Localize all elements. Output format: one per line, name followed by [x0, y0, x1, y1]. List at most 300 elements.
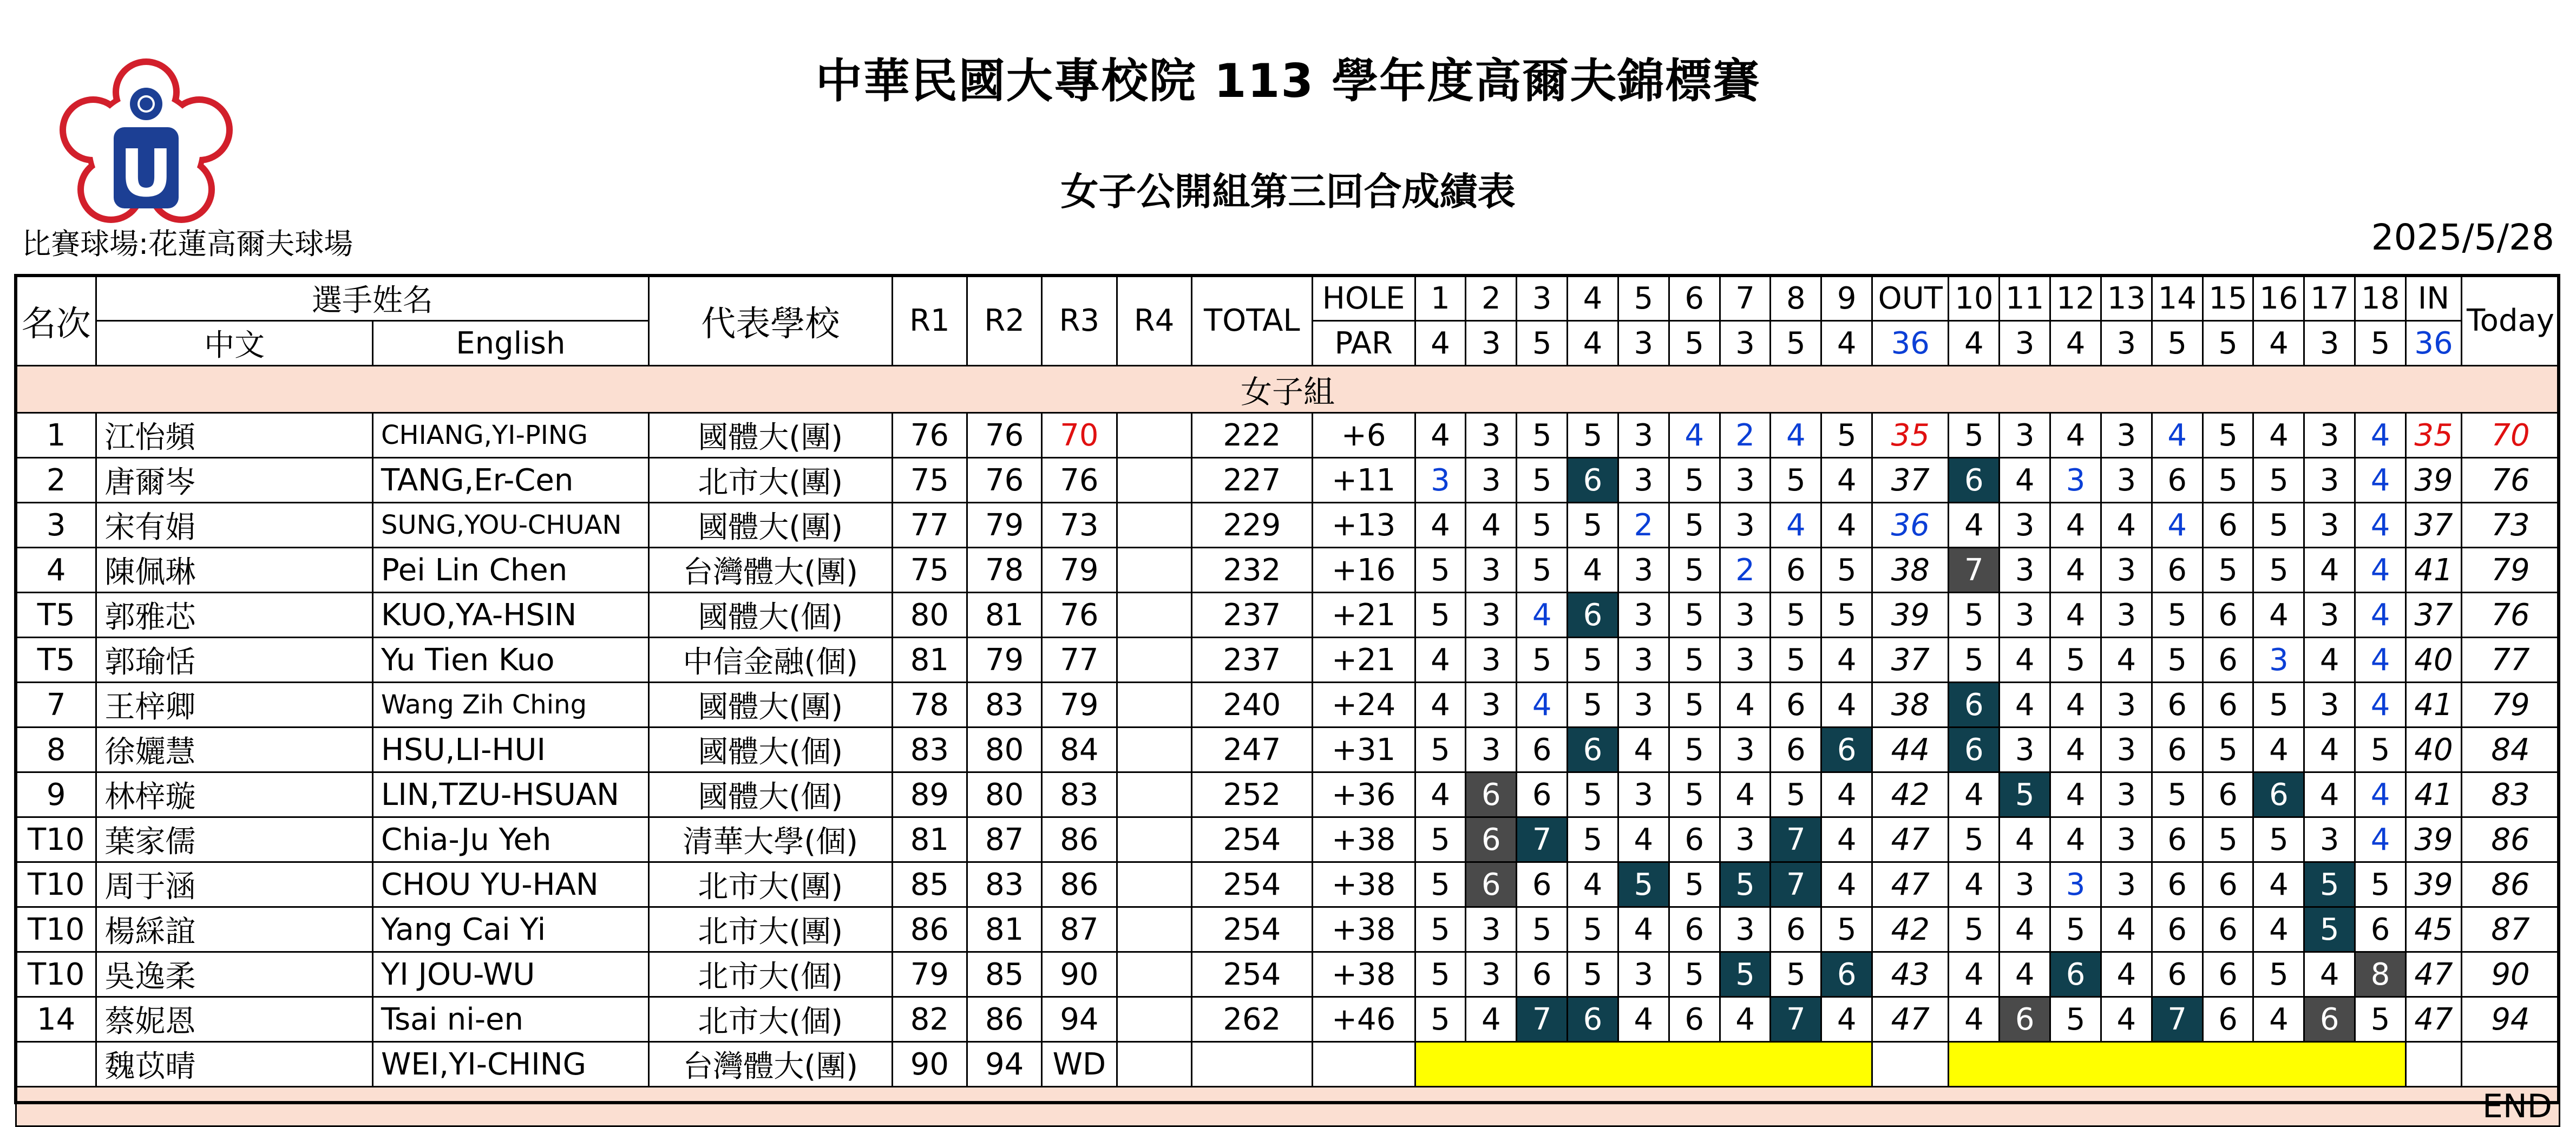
r2-score: 83: [967, 862, 1042, 907]
withdrawn-in-fill: [1949, 1042, 2406, 1087]
page-title: 中華民國大專校院 113 學年度高爾夫錦標賽: [815, 54, 1761, 108]
hole-score: 6: [2152, 862, 2203, 907]
r3-score: 83: [1042, 772, 1117, 817]
r4-score: [1117, 1042, 1191, 1087]
school-header: 代表學校: [648, 276, 892, 366]
hole-score: 3: [2304, 683, 2355, 728]
withdrawn-out-fill: [1415, 1042, 1872, 1087]
hole-score: 5: [1669, 728, 1720, 772]
hole-score: 3: [1466, 907, 1517, 952]
hole-score: 4: [2253, 907, 2304, 952]
hole-score: 3: [1618, 952, 1669, 997]
r3-score: 73: [1042, 503, 1117, 548]
hole-score: 6: [1771, 683, 1821, 728]
r1-score: 75: [892, 458, 967, 503]
school-cell: 國體大(團): [648, 413, 892, 458]
total-score: 262: [1191, 997, 1312, 1042]
hole-score: 5: [1720, 862, 1771, 907]
hole-header: HOLE: [1312, 276, 1415, 321]
r2-score: 79: [967, 503, 1042, 548]
par-value: 4: [1821, 321, 1872, 366]
r2-score: 81: [967, 907, 1042, 952]
hole-score: 4: [1821, 458, 1872, 503]
hole-score: 5: [1669, 683, 1720, 728]
out-total: 47: [1872, 817, 1949, 862]
school-cell: 北市大(個): [648, 997, 892, 1042]
today-score: 76: [2461, 593, 2559, 638]
hole-score: 5: [1771, 952, 1821, 997]
hole-score: 4: [2050, 593, 2101, 638]
in-total: 37: [2406, 593, 2462, 638]
player-name-en: WEI,YI-CHING: [373, 1042, 649, 1087]
hole-score: 4: [2050, 728, 2101, 772]
player-name-zh: 魏苡晴: [96, 1042, 373, 1087]
in-total: 40: [2406, 638, 2462, 683]
player-name-en: KUO,YA-HSIN: [373, 593, 649, 638]
player-name-en: TANG,Er-Cen: [373, 458, 649, 503]
hole-score: 4: [2050, 772, 2101, 817]
school-cell: 台灣體大(團): [648, 548, 892, 593]
player-name-zh: 王梓卿: [96, 683, 373, 728]
hole-score: 5: [1669, 593, 1720, 638]
hole-score: 5: [2304, 862, 2355, 907]
hole-score: 5: [2203, 413, 2253, 458]
hole-score: 5: [1568, 907, 1618, 952]
hole-number: 5: [1618, 276, 1669, 321]
hole-score: 5: [2203, 548, 2253, 593]
total-score: 254: [1191, 952, 1312, 997]
hole-score: 4: [1618, 997, 1669, 1042]
hole-score: 6: [2203, 503, 2253, 548]
player-name-en: Chia-Ju Yeh: [373, 817, 649, 862]
total-score: 237: [1191, 638, 1312, 683]
total-score: 222: [1191, 413, 1312, 458]
hole-score: 3: [1466, 728, 1517, 772]
hole-score: 5: [1517, 548, 1568, 593]
hole-score: 3: [1618, 772, 1669, 817]
hole-score: 5: [1669, 548, 1720, 593]
hole-score: 6: [2203, 907, 2253, 952]
scoreboard-table: [15, 275, 2560, 1127]
hole-number: 12: [2050, 276, 2101, 321]
hole-score: 5: [2304, 907, 2355, 952]
out-total: 37: [1872, 638, 1949, 683]
rank-cell: 2: [16, 458, 96, 503]
out-total: 38: [1872, 683, 1949, 728]
name-en-header: English: [373, 321, 649, 366]
hole-score: 4: [2101, 907, 2152, 952]
to-par: +38: [1312, 952, 1415, 997]
to-par: +24: [1312, 683, 1415, 728]
rank-cell: T10: [16, 952, 96, 997]
hole-score: 5: [1568, 503, 1618, 548]
player-name-en: CHIANG,YI-PING: [373, 413, 649, 458]
player-name-en: Yang Cai Yi: [373, 907, 649, 952]
hole-score: 6: [2203, 593, 2253, 638]
hole-score: 6: [2152, 728, 2203, 772]
in-total: 47: [2406, 952, 2462, 997]
hole-score: 4: [1821, 638, 1872, 683]
r1-score: 75: [892, 548, 967, 593]
r1-header: R1: [892, 276, 967, 366]
r2-score: 76: [967, 458, 1042, 503]
hole-score: 4: [2101, 503, 2152, 548]
today-score: 79: [2461, 548, 2559, 593]
hole-score: 3: [1720, 458, 1771, 503]
hole-score: 6: [2152, 548, 2203, 593]
hole-score: 6: [2203, 772, 2253, 817]
r1-score: 83: [892, 728, 967, 772]
player-name-zh: 蔡妮恩: [96, 997, 373, 1042]
rank-cell: 4: [16, 548, 96, 593]
hole-score: 6: [1771, 907, 1821, 952]
logo-letter: U: [120, 136, 173, 212]
hole-score: 5: [2203, 728, 2253, 772]
hole-score: 4: [2304, 952, 2355, 997]
hole-score: 4: [1821, 862, 1872, 907]
hole-score: 3: [1720, 503, 1771, 548]
r1-score: 80: [892, 593, 967, 638]
hole-score: 2: [1720, 413, 1771, 458]
r4-score: [1117, 728, 1191, 772]
hole-score: 5: [1517, 907, 1568, 952]
hole-score: 7: [1517, 817, 1568, 862]
total-score: 254: [1191, 907, 1312, 952]
r2-score: 87: [967, 817, 1042, 862]
r2-header: R2: [967, 276, 1042, 366]
hole-score: 5: [2050, 907, 2101, 952]
r4-score: [1117, 862, 1191, 907]
to-par: +6: [1312, 413, 1415, 458]
hole-score: 5: [1568, 638, 1618, 683]
par-value: 3: [1466, 321, 1517, 366]
player-name-zh: 周于涵: [96, 862, 373, 907]
player-row: [16, 862, 2560, 907]
hole-number: 16: [2253, 276, 2304, 321]
rank-cell: T10: [16, 862, 96, 907]
hole-score: 6: [1466, 817, 1517, 862]
hole-score: 5: [2152, 772, 2203, 817]
to-par: +38: [1312, 817, 1415, 862]
hole-score: 6: [1949, 458, 2000, 503]
today-score: 73: [2461, 503, 2559, 548]
today-score: 84: [2461, 728, 2559, 772]
player-row: [16, 772, 2560, 817]
hole-score: 4: [2355, 683, 2406, 728]
hole-score: 5: [1669, 862, 1720, 907]
r3-score: 86: [1042, 862, 1117, 907]
to-par: +36: [1312, 772, 1415, 817]
hole-score: 5: [2253, 817, 2304, 862]
today-score: 70: [2461, 413, 2559, 458]
hole-number: 11: [2000, 276, 2050, 321]
par-value: 3: [2304, 321, 2355, 366]
rank-cell: T10: [16, 817, 96, 862]
hole-score: 6: [2203, 862, 2253, 907]
hole-score: 6: [1821, 952, 1872, 997]
today-cell: [2461, 1042, 2559, 1087]
end-label: END: [16, 1087, 2560, 1126]
player-row: [16, 548, 2560, 593]
hole-score: 5: [2253, 952, 2304, 997]
today-score: 77: [2461, 638, 2559, 683]
hole-score: 3: [1466, 458, 1517, 503]
today-score: 90: [2461, 952, 2559, 997]
r3-score: 94: [1042, 997, 1117, 1042]
hole-number: 17: [2304, 276, 2355, 321]
hole-score: 6: [1771, 548, 1821, 593]
hole-score: 3: [2000, 862, 2050, 907]
hole-score: 3: [2101, 548, 2152, 593]
hole-score: 4: [1466, 503, 1517, 548]
hole-score: 4: [2101, 997, 2152, 1042]
r1-score: 89: [892, 772, 967, 817]
hole-score: 5: [2355, 862, 2406, 907]
hole-score: 7: [1771, 862, 1821, 907]
hole-score: 5: [1949, 413, 2000, 458]
hole-score: 5: [1771, 638, 1821, 683]
hole-score: 3: [2253, 638, 2304, 683]
in-total: 39: [2406, 458, 2462, 503]
hole-number: 3: [1517, 276, 1568, 321]
hole-score: 3: [2101, 728, 2152, 772]
hole-score: 3: [1720, 593, 1771, 638]
hole-score: 4: [2355, 548, 2406, 593]
hole-score: 6: [2304, 997, 2355, 1042]
page-subtitle: 女子公開組第三回合成績表: [1060, 169, 1516, 214]
hole-score: 6: [1568, 458, 1618, 503]
r1-score: 86: [892, 907, 967, 952]
r4-score: [1117, 458, 1191, 503]
hole-score: 3: [1618, 593, 1669, 638]
hole-score: 6: [2050, 952, 2101, 997]
player-name-zh: 吳逸柔: [96, 952, 373, 997]
hole-score: 5: [1415, 907, 1466, 952]
school-cell: 國體大(個): [648, 728, 892, 772]
r2-score: 79: [967, 638, 1042, 683]
to-par: +21: [1312, 593, 1415, 638]
hole-score: 6: [2253, 772, 2304, 817]
hole-score: 4: [2253, 997, 2304, 1042]
hole-score: 5: [1720, 952, 1771, 997]
hole-score: 6: [1669, 907, 1720, 952]
par-value: 5: [2355, 321, 2406, 366]
hole-score: 4: [1949, 772, 2000, 817]
hole-score: 3: [2000, 503, 2050, 548]
r1-score: 78: [892, 683, 967, 728]
hole-score: 5: [2203, 817, 2253, 862]
in-total: 39: [2406, 862, 2462, 907]
r4-score: [1117, 952, 1191, 997]
today-score: 76: [2461, 458, 2559, 503]
hole-score: 4: [1949, 862, 2000, 907]
to-par: +38: [1312, 907, 1415, 952]
rank-cell: T5: [16, 638, 96, 683]
school-cell: 國體大(團): [648, 503, 892, 548]
today-score: 86: [2461, 817, 2559, 862]
r1-score: 81: [892, 638, 967, 683]
hole-score: 5: [1821, 413, 1872, 458]
hole-score: 4: [2101, 952, 2152, 997]
hole-score: 4: [2304, 772, 2355, 817]
in-total: 41: [2406, 772, 2462, 817]
hole-score: 3: [1720, 638, 1771, 683]
r1-score: 79: [892, 952, 967, 997]
par-value: 4: [2050, 321, 2101, 366]
hole-score: 5: [1568, 413, 1618, 458]
hole-score: 5: [2253, 458, 2304, 503]
school-cell: 國體大(個): [648, 593, 892, 638]
player-name-en: YI JOU-WU: [373, 952, 649, 997]
r1-score: 76: [892, 413, 967, 458]
hole-score: 6: [2000, 997, 2050, 1042]
hole-score: 3: [1618, 638, 1669, 683]
rank-cell: T5: [16, 593, 96, 638]
hole-score: 5: [1415, 728, 1466, 772]
r2-score: 83: [967, 683, 1042, 728]
hole-score: 5: [1949, 593, 2000, 638]
hole-score: 5: [1618, 862, 1669, 907]
hole-score: 3: [2000, 728, 2050, 772]
hole-score: 4: [2050, 413, 2101, 458]
hole-score: 3: [1720, 728, 1771, 772]
hole-number: 7: [1720, 276, 1771, 321]
hole-score: 4: [2355, 772, 2406, 817]
r4-score: [1117, 413, 1191, 458]
hole-score: 4: [2304, 638, 2355, 683]
hole-number: 13: [2101, 276, 2152, 321]
school-cell: 北市大(團): [648, 458, 892, 503]
player-row: [16, 683, 2560, 728]
r4-score: [1117, 593, 1191, 638]
hole-score: 4: [1568, 548, 1618, 593]
hole-score: 4: [1949, 952, 2000, 997]
hole-score: 6: [1949, 728, 2000, 772]
hole-score: 5: [2152, 638, 2203, 683]
hole-score: 4: [2355, 817, 2406, 862]
school-cell: 清華大學(個): [648, 817, 892, 862]
total-score: 229: [1191, 503, 1312, 548]
hole-score: 6: [1466, 772, 1517, 817]
par-value: 4: [1949, 321, 2000, 366]
out-total: 35: [1872, 413, 1949, 458]
hole-score: 5: [1568, 817, 1618, 862]
hole-score: 3: [1618, 458, 1669, 503]
r4-score: [1117, 548, 1191, 593]
hole-score: 4: [2355, 503, 2406, 548]
hole-number: 14: [2152, 276, 2203, 321]
player-row: [16, 638, 2560, 683]
hole-score: 4: [2355, 638, 2406, 683]
player-name-zh: 楊綵誼: [96, 907, 373, 952]
hole-score: 6: [2203, 997, 2253, 1042]
player-name-en: Tsai ni-en: [373, 997, 649, 1042]
hole-score: 4: [1720, 772, 1771, 817]
player-row: [16, 728, 2560, 772]
r4-score: [1117, 772, 1191, 817]
r4-header: R4: [1117, 276, 1191, 366]
total-header: TOTAL: [1191, 276, 1312, 366]
division-row: [16, 366, 2560, 413]
in-total: 35: [2406, 413, 2462, 458]
r2-score: 80: [967, 772, 1042, 817]
hole-score: 3: [1466, 413, 1517, 458]
par-out: 36: [1872, 321, 1949, 366]
hole-score: 4: [1618, 817, 1669, 862]
total-score: [1191, 1042, 1312, 1087]
in-total: 47: [2406, 997, 2462, 1042]
hole-score: 6: [1517, 772, 1568, 817]
r3-score: 76: [1042, 458, 1117, 503]
hole-score: 4: [1415, 772, 1466, 817]
out-total: 37: [1872, 458, 1949, 503]
total-score: 237: [1191, 593, 1312, 638]
par-value: 4: [1415, 321, 1466, 366]
hole-score: 5: [1669, 772, 1720, 817]
par-value: 5: [1669, 321, 1720, 366]
hole-score: 4: [1415, 413, 1466, 458]
r3-score: 79: [1042, 548, 1117, 593]
r3-score: WD: [1042, 1042, 1117, 1087]
out-total: 44: [1872, 728, 1949, 772]
hole-score: 4: [2050, 548, 2101, 593]
hole-score: 4: [1618, 728, 1669, 772]
hole-score: 3: [1415, 458, 1466, 503]
venue-label: 比賽球場:花蓮高爾夫球場: [22, 227, 353, 261]
player-row: [16, 1042, 2560, 1087]
r1-score: 85: [892, 862, 967, 907]
r3-score: 90: [1042, 952, 1117, 997]
player-name-en: Wang Zih Ching: [373, 683, 649, 728]
hole-score: 5: [1771, 772, 1821, 817]
hole-score: 4: [2355, 413, 2406, 458]
r2-score: 85: [967, 952, 1042, 997]
hole-score: 5: [1771, 593, 1821, 638]
hole-score: 4: [1771, 503, 1821, 548]
to-par: +38: [1312, 862, 1415, 907]
rank-header: 名次: [16, 276, 96, 366]
player-name-zh: 宋有娟: [96, 503, 373, 548]
school-cell: 國體大(團): [648, 683, 892, 728]
hole-score: 3: [1466, 638, 1517, 683]
hole-score: 6: [1517, 952, 1568, 997]
hole-score: 5: [1669, 458, 1720, 503]
hole-score: 5: [1821, 548, 1872, 593]
out-total: 43: [1872, 952, 1949, 997]
hole-score: 5: [1517, 413, 1568, 458]
out-total: 36: [1872, 503, 1949, 548]
to-par: +13: [1312, 503, 1415, 548]
hole-score: 7: [1771, 997, 1821, 1042]
school-cell: 國體大(個): [648, 772, 892, 817]
to-par: +31: [1312, 728, 1415, 772]
hole-score: 4: [2152, 413, 2203, 458]
total-score: 252: [1191, 772, 1312, 817]
today-score: 94: [2461, 997, 2559, 1042]
rank-cell: T10: [16, 907, 96, 952]
hole-score: 4: [1821, 997, 1872, 1042]
date-label: 2025/5/28: [2371, 217, 2554, 258]
hole-number: 18: [2355, 276, 2406, 321]
hole-score: 5: [1669, 638, 1720, 683]
player-row: [16, 413, 2560, 458]
hole-score: 3: [2304, 817, 2355, 862]
today-score: 83: [2461, 772, 2559, 817]
r2-score: 86: [967, 997, 1042, 1042]
hole-score: 5: [1517, 638, 1568, 683]
hole-number: 2: [1466, 276, 1517, 321]
r2-score: 78: [967, 548, 1042, 593]
